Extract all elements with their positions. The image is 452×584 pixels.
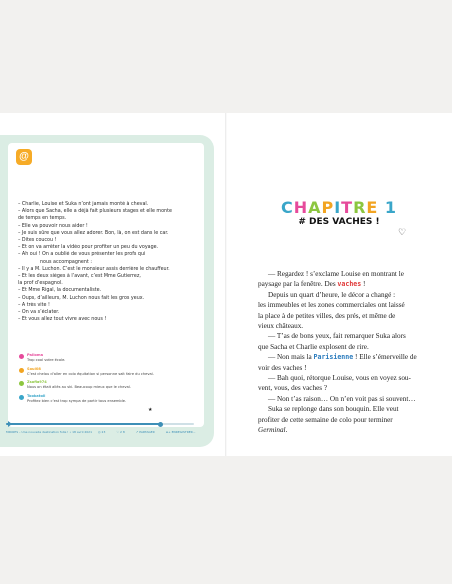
text-line: — Bah quoi, rétorque Louise, vous en voyez sou- [268, 374, 411, 383]
progress-fill [6, 423, 160, 425]
text-line: — Non mais la Parisienne ! Elle s’émerveille de [268, 353, 417, 362]
transcript-line: – On va s’éclater. [18, 310, 60, 316]
transcript-line: – Et Mme Rigal, la documentaliste. [18, 288, 102, 294]
chapter-subtitle: # DES VACHES ! [298, 217, 380, 227]
comment-username[interactable]: Soul08 [27, 366, 41, 371]
heart-icon: ♡ [398, 227, 407, 237]
transcript-line: – Ah oui ! On a oublié de vous présenter les profs qui [18, 252, 146, 258]
chapter-letter: 1 [384, 198, 398, 217]
text-line: — Regardez ! s’exclame Louise en montrant le [268, 270, 404, 278]
book-gutter [225, 113, 227, 456]
comment-item [18, 367, 198, 380]
app-logo-icon: @ [16, 149, 32, 165]
text-line: Germinal. [258, 426, 288, 435]
transcript-line: – Je suis sûre que vous allez adorer. Bon, là, on est dans le car. [18, 230, 169, 236]
video-info-bar [6, 429, 202, 435]
right-page [226, 113, 452, 456]
chapter-letter: I [334, 198, 342, 217]
comment-username[interactable]: Tookatoll [27, 393, 46, 398]
transcript-line: de temps en temps. [18, 216, 67, 222]
progress-knob[interactable] [158, 422, 163, 427]
transcript-line: – Et vous allez tout vivre avec nous ! [18, 317, 107, 323]
transcript-line: – Oups, d’ailleurs, M. Luchon nous fait les gros yeux. [18, 295, 145, 301]
avatar [19, 354, 24, 359]
transcript-line: – Et on va arrêter la vidéo pour profiter un peu du voyage. [18, 245, 159, 251]
comment-username[interactable]: Zsofia974 [27, 380, 47, 384]
comment-text: Nous on était allés au ski. Beaucoup mieux que le cheval. [27, 385, 131, 389]
transcript-line: nous accompagnent : [40, 259, 92, 265]
text-line: — Non t’as raison… On n’en voit pas si souvent… [268, 394, 416, 403]
comment-item [18, 394, 198, 407]
text-line: profiter de cette semaine de colo pour terminer [258, 415, 393, 424]
chapter-letter: H [293, 198, 309, 217]
transcript-line: – Elle va pouvoir nous aider ! [18, 223, 88, 229]
highlight-word: vaches [337, 280, 362, 289]
text-line: — T’as de bons yeux, fait remarquer Suka alors [268, 332, 406, 341]
transcript-line: – Alors que Sacha, elle a déjà fait plusieurs stages et elle monte [18, 209, 172, 215]
chapter-letter: R [353, 198, 367, 217]
chapter-title [226, 198, 452, 217]
transcript-line: – Il y a M. Luchon. C’est le monsieur assis derrière le chauffeur. [18, 266, 170, 272]
video-screen [8, 143, 204, 427]
phone-frame [0, 135, 214, 447]
avatar [19, 395, 24, 400]
comment-item [18, 353, 198, 366]
like-count[interactable]: ♡ 2 8 [116, 430, 125, 434]
left-page [0, 113, 226, 456]
save-button[interactable]: ≡+ ENREGISTRER... [165, 430, 196, 434]
transcript-line: – Charlie, Louise et Suka n’ont jamais monté à cheval. [18, 202, 149, 207]
video-transcript [18, 201, 202, 323]
view-count: ◎ 23 [97, 430, 106, 434]
text-line: les immeubles et les zones commerciales ont laissé [258, 301, 405, 310]
avatar [19, 368, 24, 373]
avatar [19, 381, 24, 386]
text-line: la place à de petites villes, des prés, et même de [258, 311, 396, 320]
chapter-letter: A [308, 198, 322, 217]
highlight-word: Parisienne [313, 353, 354, 362]
comments-list [18, 353, 198, 407]
star-ornament: ★ [148, 407, 153, 413]
comment-text: C’est chelou d’aller en colo équitation si personne sait faire du cheval. [27, 371, 154, 376]
text-line: voir des vaches ! [258, 363, 307, 372]
chapter-letter: E [366, 198, 379, 217]
text-line: Suka se replonge dans son bouquin. Elle veut [268, 405, 399, 414]
chapter-letter: T [341, 198, 354, 217]
transcript-line: – À très vite ! [18, 302, 50, 308]
book-spread [0, 113, 452, 456]
text-line: vieux châteaux. [258, 322, 304, 331]
chapter-letter: C [280, 198, 294, 217]
transcript-line: – Dites coucou ! [18, 238, 57, 244]
comment-text: Profitez bien c’est trop sympa de partir tous ensemble. [27, 398, 127, 403]
video-progress-bar[interactable] [6, 423, 194, 425]
transcript-line: – Et les deux sièges à l’avant, c’est Mme Gutierrez, [18, 274, 141, 280]
chapter-letter: P [321, 198, 335, 217]
text-line: paysage par la fenêtre. Des vaches ! [258, 280, 366, 289]
share-button[interactable]: ↗ PARTAGER [135, 430, 155, 434]
comment-item [18, 380, 198, 393]
video-title: MIKKIES – Une nouvelle destination folle ! • 18 avril 2021 [6, 430, 92, 434]
text-line: Depuis un quart d’heure, le décor a changé : [268, 290, 396, 299]
text-line: vent, vous, des vaches ? [258, 384, 328, 393]
text-line: que Sacha et Charlie explosent de rire. [258, 342, 369, 351]
comment-text: Trop cool votre école. [27, 358, 66, 362]
transcript-line: la prof d’espagnol. [18, 281, 63, 287]
comment-username[interactable]: Palloma [27, 353, 44, 357]
chapter-letter [378, 198, 385, 217]
chapter-body [258, 269, 428, 436]
